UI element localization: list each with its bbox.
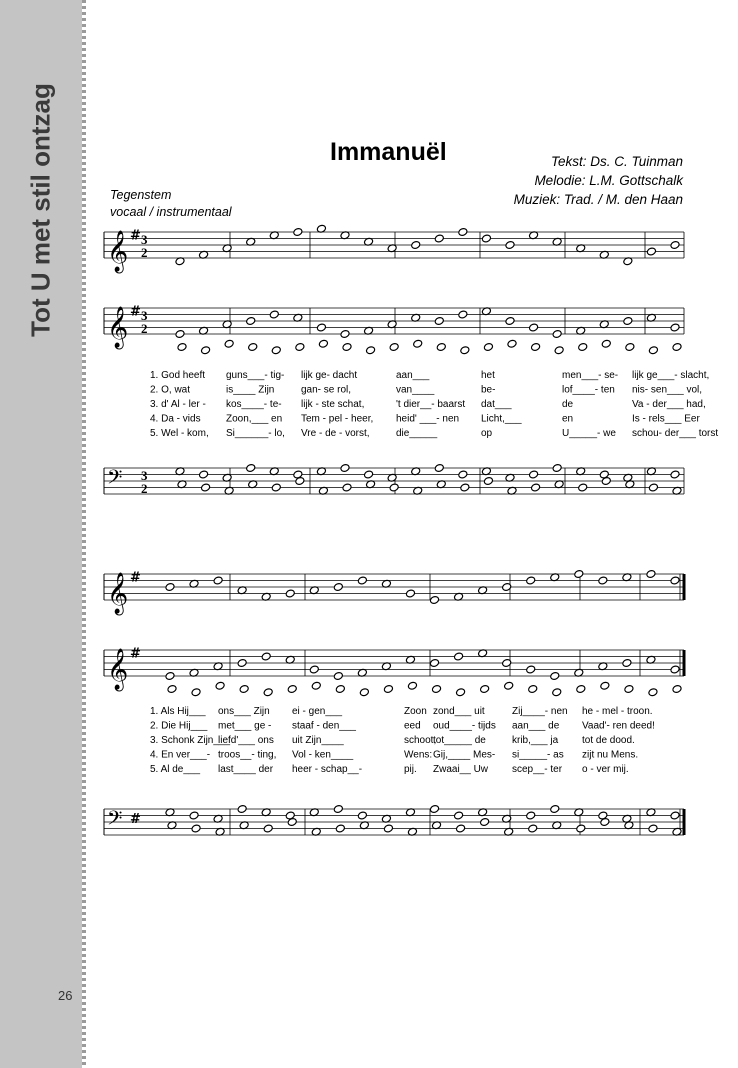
time-signature: 3 [141, 232, 148, 247]
note [285, 589, 295, 598]
note [458, 310, 468, 319]
note [598, 576, 608, 585]
note [175, 330, 185, 339]
time-signature: 2 [141, 321, 148, 336]
lyric-segment: Tem - pel - heer, [301, 413, 374, 425]
note [458, 228, 468, 237]
lyric-segment: Zwaai__ Uw [433, 764, 489, 775]
credit-text: Tekst: Ds. C. Tuinman [550, 154, 683, 169]
treble-clef: 𝄞 [107, 649, 129, 690]
note [269, 310, 279, 319]
treble-clef: 𝄞 [107, 231, 129, 272]
time-signature: 2 [141, 245, 148, 260]
note [167, 685, 177, 694]
lyric-segment: last____ der [218, 764, 274, 775]
note [342, 343, 352, 352]
note [480, 818, 490, 827]
note [248, 343, 258, 352]
lyric-segment: met___ ge - [218, 720, 272, 732]
note [411, 241, 421, 250]
note [578, 343, 588, 352]
lyric-segment: en [562, 413, 574, 425]
note [648, 346, 658, 355]
note [287, 685, 297, 694]
lyric-segment: gan- se rol, [301, 384, 352, 396]
lyric-segment: he - mel - troon. [582, 706, 653, 717]
note [454, 811, 464, 820]
note [237, 805, 247, 814]
note [199, 470, 209, 479]
note [672, 685, 682, 694]
note [335, 685, 345, 694]
lyric-segment: de [562, 399, 574, 410]
key-signature: # [130, 228, 141, 244]
bass-clef: 𝄢 [107, 806, 123, 835]
note [366, 346, 376, 355]
note [191, 824, 201, 833]
note [648, 483, 658, 492]
lyric-segment: 4. En ver___- [150, 749, 211, 761]
lyric-segment: 5. Al de___ [150, 764, 201, 775]
note [481, 234, 491, 243]
note [263, 824, 273, 833]
note [165, 583, 175, 592]
lyric-segment: scep__- ter [512, 764, 563, 775]
lyric-segment: 5. Wel - kom, [150, 428, 209, 439]
note [483, 477, 493, 486]
note [246, 464, 256, 473]
note [624, 685, 634, 694]
note [357, 576, 367, 585]
lyric-segment: Vre - de - vorst, [301, 428, 370, 439]
lyric-segment: tot de dood. [582, 735, 635, 746]
note [552, 330, 562, 339]
key-signature: # [130, 811, 141, 827]
note [261, 652, 271, 661]
lyric-segment: Wens: [404, 749, 433, 761]
lyric-segment: ei - gen___ [292, 706, 343, 717]
lyric-segment: Is - rels___ Eer [632, 413, 700, 425]
note [648, 824, 658, 833]
lyric-segment: 2. O, wat [150, 384, 191, 396]
time-signature: 3 [141, 308, 148, 323]
note [177, 343, 187, 352]
note [531, 483, 541, 492]
lyric-segment: eed [404, 720, 421, 732]
lyric-segment: dat___ [481, 399, 512, 410]
note [526, 811, 536, 820]
lyric-segment: 1. God heeft [150, 370, 206, 381]
note [622, 659, 632, 668]
note [293, 228, 303, 237]
descant-label-line1: Tegenstem [110, 188, 172, 202]
note [271, 346, 281, 355]
note [529, 323, 539, 332]
lyric-segment: schoot, [404, 735, 437, 746]
lyric-segment: die_____ [396, 428, 438, 439]
lyric-segment: Zoon,___ en [226, 413, 283, 425]
lyric-segment: liefd'___ ons [218, 735, 274, 746]
lyric-segment: aan___ de [512, 720, 560, 732]
note [554, 346, 564, 355]
note [648, 688, 658, 697]
note [431, 685, 441, 694]
note [413, 339, 423, 348]
lyric-segment: heer - schap__- [292, 764, 363, 775]
lyric-segment: lof____- ten [562, 384, 615, 396]
note [434, 234, 444, 243]
treble-clef: 𝄞 [107, 307, 129, 348]
lyric-segment: guns___- tig- [226, 370, 285, 381]
lyric-segment: ons___ Zijn [218, 706, 270, 717]
lyric-segment: van____ [396, 384, 435, 396]
lyric-segment: be- [481, 384, 496, 396]
note [436, 343, 446, 352]
note [246, 317, 256, 326]
lyric-segment: 3. Schonk Zijn___ [150, 735, 231, 746]
note [263, 688, 273, 697]
note [335, 824, 345, 833]
note [670, 811, 680, 820]
treble-clef: 𝄞 [107, 573, 129, 614]
note [505, 241, 515, 250]
note [672, 343, 682, 352]
lyric-segment: si_____- as [512, 749, 564, 761]
lyric-segment: o - ver mij. [582, 764, 629, 775]
note [646, 247, 656, 256]
lyric-segment: heid' ___- nen [396, 413, 460, 425]
lyric-segment: 4. Da - vids [150, 413, 201, 425]
lyric-segment: aan___ [396, 370, 430, 381]
note [389, 343, 399, 352]
lyric-segment: tot_____ de [433, 735, 486, 746]
note [460, 346, 470, 355]
note [505, 317, 515, 326]
note [456, 688, 466, 697]
note [389, 483, 399, 492]
note [407, 681, 417, 690]
note [600, 681, 610, 690]
note [646, 570, 656, 579]
note [528, 685, 538, 694]
lyric-segment: 3. d' Al - ler - [150, 399, 206, 410]
lyric-segment: staaf - den___ [292, 720, 356, 732]
note [670, 323, 680, 332]
note [429, 659, 439, 668]
note [191, 688, 201, 697]
lyric-segment: Si______- lo, [226, 428, 285, 439]
note [601, 339, 611, 348]
lyric-segment: lijk ge- dacht [301, 370, 358, 381]
note [383, 824, 393, 833]
lyric-segment: 't dier__- baarst [396, 399, 466, 410]
key-signature: # [130, 570, 141, 586]
lyric-segment: 1. Als Hij___ [150, 706, 206, 717]
note [295, 343, 305, 352]
note [165, 672, 175, 681]
note [405, 589, 415, 598]
lyric-segment: op [481, 428, 493, 439]
lyric-segment: Vaad'- ren deed! [582, 720, 655, 732]
note [670, 576, 680, 585]
note [333, 583, 343, 592]
note [309, 665, 319, 674]
note [578, 483, 588, 492]
lyric-segment: is____ Zijn [226, 384, 275, 396]
note [526, 665, 536, 674]
note [507, 339, 517, 348]
lyric-segment: 2. Die Hij___ [150, 720, 208, 732]
note [483, 343, 493, 352]
note [383, 685, 393, 694]
lyric-segment: lijk - ste schat, [301, 399, 365, 410]
lyric-segment: Vol - ken____ [292, 749, 354, 761]
note [201, 483, 211, 492]
note [550, 805, 560, 814]
note [625, 343, 635, 352]
lyric-segment: pij. [404, 764, 417, 775]
note [623, 317, 633, 326]
note [342, 483, 352, 492]
note [434, 464, 444, 473]
lyric-segment: lijk ge___- slacht, [632, 370, 710, 381]
book-title: Tot U met stil ontzag [25, 83, 56, 337]
note [213, 576, 223, 585]
note [215, 681, 225, 690]
note [333, 805, 343, 814]
note [454, 652, 464, 661]
note [504, 681, 514, 690]
lyric-segment: men___- se- [562, 370, 619, 381]
note [531, 343, 541, 352]
credit-melody: Melodie: L.M. Gottschalk [534, 173, 683, 188]
note [429, 805, 439, 814]
lyric-segment: uit Zijn____ [292, 735, 344, 746]
note [576, 824, 586, 833]
lyric-segment: zond___ uit [433, 706, 485, 717]
note [333, 672, 343, 681]
song-title: Immanuël [330, 138, 447, 166]
key-signature: # [130, 646, 141, 662]
note [458, 470, 468, 479]
note [670, 665, 680, 674]
note [574, 570, 584, 579]
note [201, 346, 211, 355]
page-number: 26 [58, 988, 73, 1003]
lyric-segment: het [481, 370, 495, 381]
note [357, 811, 367, 820]
lyric-segment: nis- sen___ vol, [632, 384, 703, 396]
note [239, 685, 249, 694]
lyric-segment: schou- der___ torst [632, 428, 719, 439]
time-signature: 2 [141, 481, 148, 496]
note [529, 470, 539, 479]
note [460, 483, 470, 492]
lyric-segment: krib,___ ja [512, 735, 559, 746]
note [429, 596, 439, 605]
note [552, 688, 562, 697]
key-signature: # [130, 304, 141, 320]
note [237, 659, 247, 668]
note [311, 681, 321, 690]
note [224, 339, 234, 348]
note [528, 824, 538, 833]
note [271, 483, 281, 492]
note [526, 576, 536, 585]
lyric-segment: Licht,___ [481, 413, 522, 425]
credit-music: Muziek: Trad. / M. den Haan [513, 192, 683, 207]
lyric-segment: U_____- we [562, 428, 616, 439]
note [670, 241, 680, 250]
lyrics [150, 370, 718, 775]
note [189, 811, 199, 820]
bass-clef: 𝄢 [107, 465, 123, 494]
lyric-segment: Gij,____ Mes- [433, 749, 496, 761]
lyric-segment: Va - der___ had, [632, 399, 706, 410]
note [340, 464, 350, 473]
note [456, 824, 466, 833]
time-signature: 3 [141, 468, 148, 483]
note [359, 688, 369, 697]
lyric-segment: oud____- tijds [433, 720, 496, 732]
note [576, 685, 586, 694]
lyric-segment: zijt nu Mens. [582, 749, 639, 761]
note [318, 339, 328, 348]
note [316, 323, 326, 332]
note [364, 470, 374, 479]
note [550, 672, 560, 681]
note [552, 464, 562, 473]
lyric-segment: Zoon [404, 706, 427, 717]
lyric-segment: kos____- te- [226, 399, 282, 410]
lyric-segment: troos__- ting, [218, 749, 277, 761]
note [480, 685, 490, 694]
note [340, 330, 350, 339]
note [434, 317, 444, 326]
note [670, 470, 680, 479]
lyric-segment: Zij____- nen [512, 706, 568, 717]
descant-label-line2: vocaal / instrumentaal [110, 204, 232, 219]
